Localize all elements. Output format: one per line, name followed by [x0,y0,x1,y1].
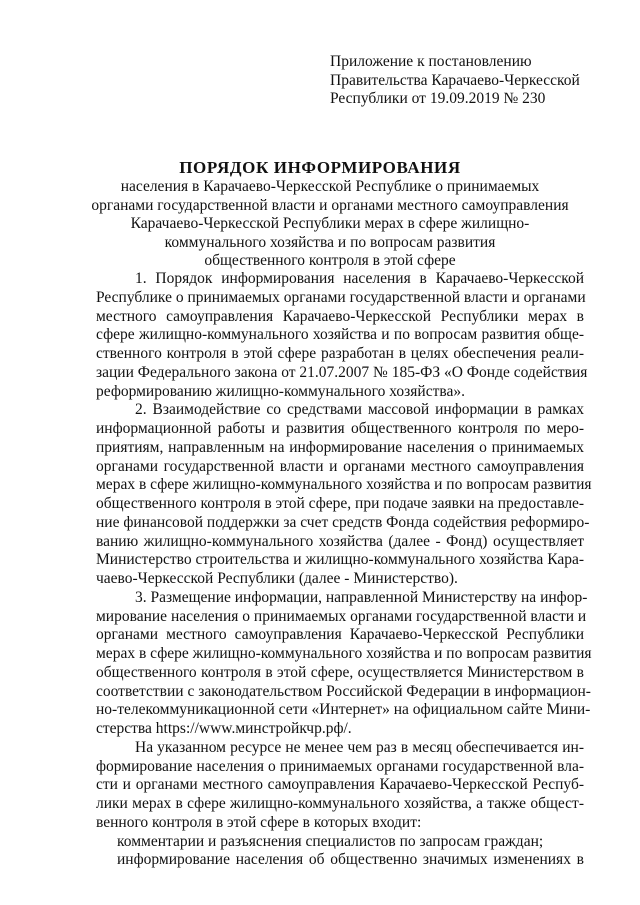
paragraph-2-line: Министерство строительства и жилищно-коммунального хозяйства Кара- [96,551,584,569]
paragraph-1-line: Республике о принимаемых органами государственной власти и органами [96,288,586,306]
subtitle-line: общественного контроля в этой сфере [204,252,456,270]
paragraph-1-line: реформированию жилищно-коммунального хозяйства». [96,382,465,400]
subtitle-line: органами государственной власти и органами местного самоуправления [91,196,569,214]
list-item-line: информирование населения об общественно значимых изменениях в [117,851,584,869]
paragraph-3-line: но-телекоммуникационной сети «Интернет» на официальном сайте Мини- [96,701,591,719]
appendix-line: Приложение к постановлению [330,53,532,70]
paragraph-1-line: сфере жилищно-коммунального хозяйства и по вопросам развития обще- [96,326,584,344]
paragraph-3-line: 3. Размещение информации, направленной Министерству на инфор- [135,588,588,606]
paragraph-2-line: информационной работы и развития общественного контроля по меро- [96,420,584,437]
paragraph-4-line: формирование населения о принимаемых органами государственной вла- [96,757,584,775]
list-item-line: комментарии и разъяснения специалистов по запросам граждан; [117,832,544,850]
paragraph-2-line: приятиям, направленным на информирование населения о принимаемых [96,438,584,456]
paragraph-1-line: местного самоуправления Карачаево-Черкесской Республики мерах в [96,307,584,325]
paragraph-4-line: венного контроля в этой сфере в которых входит: [96,813,422,831]
subtitle-line: коммунального хозяйства и по вопросам развития [164,233,496,251]
subtitle-line: населения в Карачаево-Черкесской Республике о принимаемых [120,178,540,195]
paragraph-1-line: 1. Порядок информирования населения в Карачаево-Черкесской [135,270,584,287]
paragraph-2-line: 2. Взаимодействие со средствами массовой информации в рамках [135,401,584,419]
paragraph-3-line: органами местного самоуправления Карачаево-Черкесской Республики [96,626,584,644]
paragraph-3-line: мерах в сфере жилищно-коммунального хозяйства и по вопросам развития [96,645,592,662]
document-subtitle [60,178,600,271]
paragraph-3-line: мирование населения о принимаемых органами государственной власти и [96,607,587,625]
paragraph-1-line: ственного контроля в этой сфере разработан в целях обеспечения реали- [96,345,584,362]
paragraph-3-line: общественного контроля в этой сфере, осуществляется Министерством в [96,663,584,681]
appendix-line: Республики от 19.09.2019 № 230 [330,90,546,107]
appendix-header [330,53,620,109]
paragraph-2-line: органами государственной власти и органами местного самоуправления [96,457,584,475]
paragraph-4-line: лики мерах в сфере жилищно-коммунального хозяйства, а также общест- [96,795,584,812]
paragraph-2-line: мерах в сфере жилищно-коммунального хозяйства и по вопросам развития [96,476,592,494]
paragraph-2-line: ванию жилищно-коммунального хозяйства (далее - Фонд) осуществляет [96,532,584,550]
paragraph-2-line: общественного контроля в этой сфере, при подаче заявки на предоставле- [96,495,585,512]
paragraph-4-line: сти и органами местного самоуправления Карачаево-Черкесской Респуб- [96,776,584,794]
paragraph-2-line: чаево-Черкесской Республики (далее - Министерство). [96,570,458,587]
paragraph-2-line: ние финансовой поддержки за счет средств Фонда содействия реформиро- [96,513,590,531]
paragraph-4-line: На указанном ресурсе не менее чем раз в месяц обеспечивается ин- [135,738,584,756]
paragraph-3-line: стерства https://www.минстройкчр.рф/. [96,720,352,737]
paragraph-3-line: соответствии с законодательством Российской Федерации в информацион- [96,682,591,700]
paragraph-1-line: зации Федерального закона от 21.07.2007 № 185-ФЗ «О Фонде содействия [96,363,588,381]
appendix-line: Правительства Карачаево-Черкесской [330,71,580,89]
subtitle-line: Карачаево-Черкесской Республики мерах в сфере жилищно- [130,215,530,233]
document-body [96,270,592,870]
document-title: ПОРЯДОК ИНФОРМИРОВАНИЯ [179,158,461,177]
